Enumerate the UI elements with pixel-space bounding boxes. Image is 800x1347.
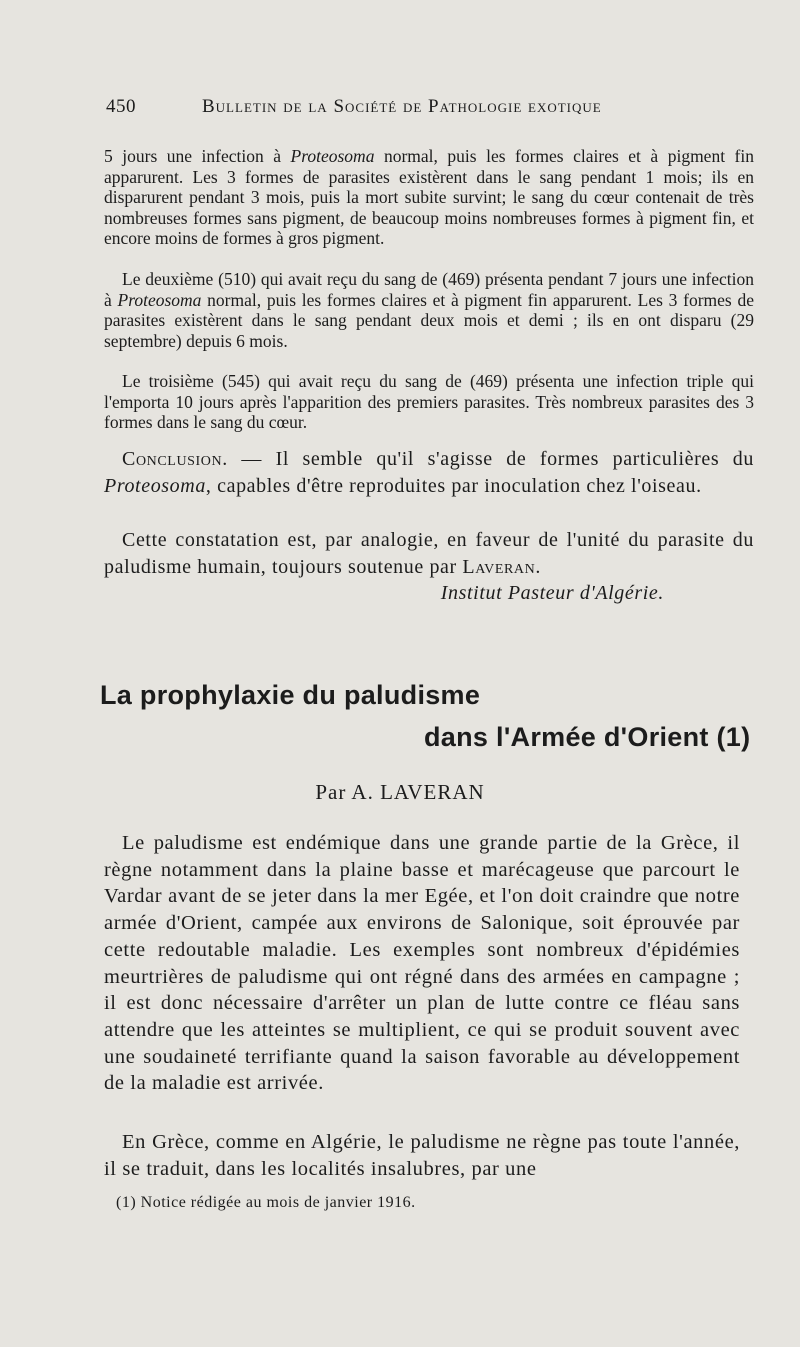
previous-article-paragraph-3	[104, 371, 754, 433]
conclusion-paragraph	[104, 446, 754, 499]
genus-name: Proteosoma	[290, 146, 375, 166]
previous-article-paragraph-1	[104, 146, 754, 249]
text-run: Cette constatation est, par analogie, en faveur de l'unité du parasite du paludisme humain, toujours soutenue par	[104, 529, 754, 578]
analogy-paragraph	[104, 527, 754, 580]
text-run: Le troisième (545) qui avait reçu du sang de (469) présenta une infection triple qui l'emporta 10 jours après l'apparition des premiers parasites. Très nombreux parasites des 3 formes dans le sang du cœur.	[104, 371, 754, 432]
article-paragraph-2	[104, 1129, 740, 1182]
previous-article-paragraph-2	[104, 269, 754, 351]
text-run: 5 jours une infection à	[104, 146, 291, 166]
article-author: Par A. LAVERAN	[315, 780, 485, 804]
text-run: .	[535, 555, 541, 578]
text-run: Le paludisme est endémique dans une grande partie de la Grèce, il règne notamment dans la plaine basse et marécageuse que parcourt le Vardar avant de se jeter dans la mer Egée, et l'on doit craindre que notre armée d'Orient, campée aux environs de Salonique, soit éprouvée par cette redoutable maladie. Les exemples sont nombreux d'épidémies meurtrières de paludisme qui ont régné dans des armées en campagne ; il est donc nécessaire d'arrêter un plan de lutte contre ce fléau sans attendre que les atteintes se multiplient, ce qui se produit souvent avec une soudaineté terrifiante quand la saison favorable au développement de la maladie est arrivée.	[104, 832, 740, 1095]
text-run: normal, puis les formes claires et à pigment fin apparurent. Les 3 formes de parasites existèrent dans le sang pendant deux mois et demi ; ils en ont disparu (29 septembre) depuis 6 mois.	[104, 289, 754, 351]
article-paragraph-1	[104, 830, 740, 1097]
text-run: , capables d'être reproduites par inoculation chez l'oiseau.	[205, 474, 702, 497]
genus-name: Proteosoma	[104, 474, 206, 497]
text-run: Le deuxième (510) qui avait reçu du sang de (469) présenta pendant 7 jours une infection à	[104, 269, 754, 310]
author-name: Laveran	[462, 555, 536, 578]
text-run: — Il semble qu'il s'agisse de formes particulières du	[227, 448, 754, 470]
page-number: 450	[106, 96, 136, 117]
running-title: Bulletin de la Société de Pathologie exotique	[202, 96, 602, 117]
article-title-line-1: La prophylaxie du paludisme	[100, 680, 481, 710]
article-title-line-2: dans l'Armée d'Orient (1)	[424, 722, 751, 752]
text-run: normal, puis les formes claires et à pigment fin apparurent. Les 3 formes de parasites existèrent dans le sang pendant 1 mois; ils en disparurent pendant 3 mois, puis la mort subite survint; le sang du cœur contenait de très nombreuses formes sans pigment, de beaucoup moins nombreuses formes à pigment fin, et encore moins de formes à gros pigment.	[104, 146, 754, 248]
signature-text: Institut Pasteur d'Algérie.	[440, 582, 664, 604]
conclusion-label: Conclusion.	[122, 448, 228, 470]
text-run: En Grèce, comme en Algérie, le paludisme ne règne pas toute l'année, il se traduit, dans les localités insalubres, par une	[104, 1131, 740, 1180]
footnote: (1) Notice rédigée au mois de janvier 1916.	[116, 1194, 416, 1211]
genus-name: Proteosoma	[117, 289, 202, 310]
signature	[104, 580, 664, 607]
